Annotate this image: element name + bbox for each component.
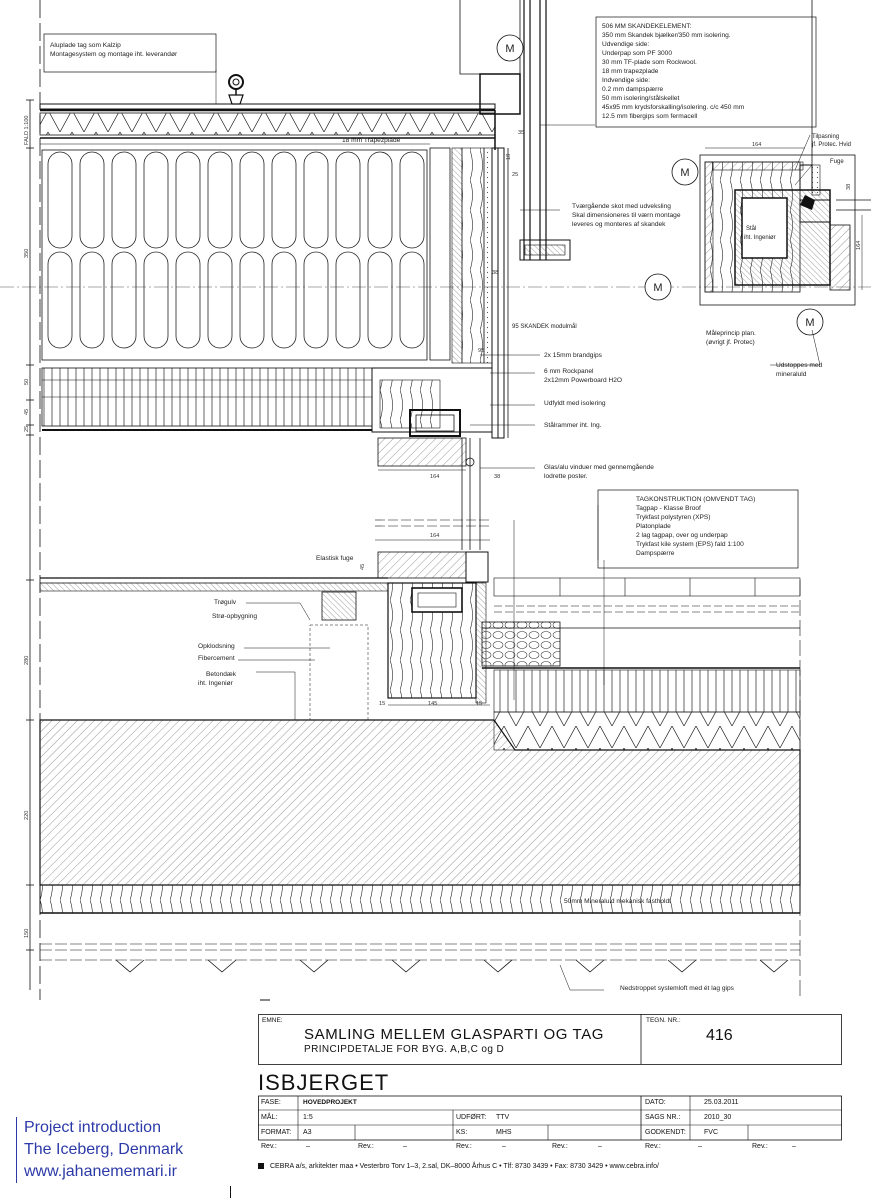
marker-m-label-3: M	[653, 282, 663, 294]
label-tvaergaende-2: Skal dimensioneres til værn montage	[572, 212, 681, 219]
label-brandgips: 2x 15mm brandgips	[544, 352, 602, 359]
title-block	[258, 1014, 842, 1162]
label-glas-alu-1: Glas/alu vinduer med gennemgående	[544, 464, 654, 471]
intro-line-3[interactable]: www.jahanememari.ir	[24, 1163, 177, 1180]
plan-staal-label-2: iht. Ingeniør	[744, 235, 776, 241]
label-glas-alu-2: lodrette poster.	[544, 473, 588, 480]
footer-square-icon	[258, 1163, 264, 1169]
dim-left-50: 50	[24, 378, 30, 385]
drawing-subtitle: PRINCIPDETALJE FOR BYG. A,B,C og D	[304, 1044, 505, 1055]
tag-line-3: Platonplade	[636, 523, 671, 530]
dim-38-b: 38	[494, 474, 501, 480]
window-floor-junction	[40, 496, 800, 750]
label-betondaek-1: Betondæk	[206, 671, 237, 678]
spec-line-10: 12.5 mm fibergips som fermacell	[602, 113, 698, 120]
insulation-pill	[400, 252, 424, 348]
dato-label: DATO:	[645, 1099, 666, 1106]
sags-label: SAGS NR.:	[645, 1114, 681, 1121]
label-nedstroppet: Nedstroppet systemloft med ét lag gips	[620, 985, 734, 992]
dim-left-350: 350	[24, 248, 30, 258]
label-stroe: Strø-opbygning	[212, 613, 258, 620]
ks-value: MHS	[496, 1129, 512, 1136]
format-label: FORMAT:	[261, 1129, 292, 1136]
ceiling-hanger	[576, 960, 604, 972]
rev-value-5: –	[698, 1143, 702, 1150]
dim-38: 38	[492, 270, 499, 276]
rev-label-4: Rev.:	[552, 1143, 568, 1150]
label-fibercement: Fibercement	[198, 655, 235, 662]
insulation-pill	[48, 152, 72, 248]
dim-15: 15	[379, 701, 386, 707]
insulation-pill	[208, 252, 232, 348]
dim-145: 145	[428, 701, 438, 707]
rev-label-2: Rev.:	[358, 1143, 374, 1150]
dim-25: 25	[512, 172, 519, 178]
label-maaleprincip-2: (øvrigt jf. Protec)	[706, 339, 755, 346]
label-rockpanel-2: 2x12mm Powerboard H2O	[544, 377, 623, 384]
label-mineraluld: 50mm Mineraluld mekanisk fastholdt	[564, 898, 672, 905]
label-aluplade-1: Aluplade tag som Kalzip	[50, 42, 121, 49]
insulation-pill	[336, 152, 360, 248]
label-udstoppes-1: Udstoppes med	[776, 362, 823, 369]
ks-label: KS:	[456, 1129, 468, 1136]
dim-plan-38: 38	[846, 183, 852, 190]
spec-line-7: 0.2 mm dampspærre	[602, 86, 664, 93]
rev-value-4: –	[598, 1143, 602, 1150]
format-value: A3	[303, 1129, 312, 1136]
label-troegulv: Trøgulv	[214, 599, 237, 606]
tag-line-6: Dampspærre	[636, 550, 675, 557]
label-opklodsning: Opklodsning	[198, 643, 235, 650]
godkendt-value: FVC	[704, 1129, 718, 1136]
emne-label: EMNE:	[262, 1017, 283, 1024]
udfort-value: TTV	[496, 1114, 510, 1121]
spec-line-5: 18 mm trapezplade	[602, 68, 659, 75]
insulation-pill	[272, 152, 296, 248]
tag-line-0: TAGKONSTRUKTION (OMVENDT TAG)	[636, 496, 756, 503]
tegn-nr-label: TEGN. NR.:	[646, 1017, 681, 1024]
tag-line-4: 2 lag tagpap, over og underpap	[636, 532, 728, 539]
dim-left-25: 25	[24, 425, 30, 432]
label-betondaek-2: iht. Ingeniør	[198, 680, 233, 687]
dato-value: 25.03.2011	[704, 1099, 739, 1106]
insulation-pill	[304, 152, 328, 248]
label-aluplade-2: Montagesystem og montage iht. leverandør	[50, 51, 178, 58]
insulation-pill	[176, 152, 200, 248]
label-skandek-modulmaal: 95 SKANDEK modulmål	[512, 324, 577, 330]
insulation-pill	[208, 152, 232, 248]
dim-left-45: 45	[24, 408, 30, 415]
ceiling-hanger	[116, 960, 144, 972]
plan-staal-label: Stål	[746, 226, 757, 232]
project-name: ISBJERGET	[258, 1070, 390, 1095]
dim-18: 18	[506, 153, 512, 160]
marker-m-label-4: M	[805, 317, 815, 329]
roof-element	[40, 0, 570, 550]
dim-left-150: 150	[24, 928, 30, 938]
maal-value: 1:5	[303, 1114, 313, 1121]
plan-detail	[700, 0, 871, 305]
drawing-title: SAMLING MELLEM GLASPARTI OG TAG	[304, 1026, 605, 1043]
bottom-tick	[230, 1186, 231, 1198]
dim-164-b: 164	[430, 533, 440, 539]
fase-value: HOVEDPROJEKT	[303, 1099, 357, 1106]
sags-value: 2010_30	[704, 1114, 732, 1121]
project-intro	[16, 1117, 214, 1183]
rev-value-6: –	[792, 1143, 796, 1150]
insulation-pill	[144, 152, 168, 248]
label-maaleprincip-1: Måleprincip plan.	[706, 330, 756, 337]
insulation-pill	[240, 152, 264, 248]
label-rockpanel-1: 6 mm Rockpanel	[544, 368, 594, 375]
fase-label: FASE:	[261, 1099, 281, 1106]
tag-line-5: Trykfast kile system (EPS) fald 1:100	[636, 541, 744, 548]
insulation-pill	[304, 252, 328, 348]
rev-value-3: –	[502, 1143, 506, 1150]
rev-value-1: –	[306, 1143, 310, 1150]
rev-label-1: Rev.:	[261, 1143, 277, 1150]
dim-45: 45	[360, 563, 366, 570]
insulation-pill	[240, 252, 264, 348]
udfort-label: UDFØRT:	[456, 1114, 487, 1121]
spec-line-9: 45x95 mm krydsforskalling/isolering. c/c 450 mm	[602, 104, 745, 111]
spec-line-0: 506 MM SKANDEKELEMENT:	[602, 23, 692, 30]
ceiling-hanger	[760, 960, 788, 972]
label-tvaergaende-3: leveres og monteres af skandek	[572, 221, 666, 228]
dim-95: 95	[478, 348, 485, 354]
dim-left-fald: FALD 1:100	[24, 115, 30, 145]
rev-label-5: Rev.:	[645, 1143, 661, 1150]
insulation-pill	[368, 252, 392, 348]
label-fuge: Fuge	[830, 159, 844, 165]
spec-line-6: Indvendige side:	[602, 77, 651, 84]
rev-label-6: Rev.:	[752, 1143, 768, 1150]
insulation-pill	[176, 252, 200, 348]
spec-line-3: Underpap som PF 3000	[602, 50, 673, 57]
label-tvaergaende-1: Tværgående skot med udveksling	[572, 203, 671, 210]
intro-line-1: Project introduction	[24, 1119, 161, 1136]
ceiling-hanger	[392, 960, 420, 972]
insulation-pill	[80, 252, 104, 348]
dim-left-220: 220	[24, 810, 30, 820]
dim-15-b: 15	[476, 701, 483, 707]
dim-164: 164	[430, 474, 440, 480]
label-elastisk-fuge: Elastisk fuge	[316, 555, 354, 562]
dim-left-280: 280	[24, 655, 30, 665]
maal-label: MÅL:	[261, 1114, 278, 1121]
godkendt-label: GODKENDT:	[645, 1129, 686, 1136]
insulation-pill	[336, 252, 360, 348]
dim-plan-164: 164	[752, 142, 762, 148]
tag-line-1: Tagpap - Klasse Broof	[636, 505, 701, 512]
spec-line-2: Udvendige side:	[602, 41, 650, 48]
tegn-nr-value: 416	[706, 1027, 733, 1044]
spec-line-4: 30 mm TF-plade som Rockwool.	[602, 59, 697, 66]
left-dimension-labels	[24, 115, 30, 938]
left-dimension-axis	[26, 0, 40, 1000]
footer-text: CEBRA a/s, arkitekter maa • Vesterbro Torv 1–3, 2.sal, DK–8000 Århus C • Tlf: 8730 3439 • Fax: 8730 3429 • www.cebra.info/	[270, 1163, 659, 1170]
label-udstoppes-2: mineraluld	[776, 371, 807, 378]
tag-line-2: Trykfast polystyren (XPS)	[636, 514, 711, 521]
label-tilpasning-1: Tilpasning	[812, 134, 840, 140]
marker-m-label-1: M	[505, 43, 515, 55]
intro-line-2: The Iceberg, Denmark	[24, 1141, 184, 1158]
insulation-pill	[272, 252, 296, 348]
label-trapezplade: 18 mm Trapezplade	[342, 137, 401, 144]
ceiling-hanger	[668, 960, 696, 972]
insulation-pill	[400, 152, 424, 248]
insulation-pill	[48, 252, 72, 348]
label-udfyldt: Udfyldt med isolering	[544, 400, 606, 407]
label-staalrammer: Stålrammer iht. Ing.	[544, 422, 602, 429]
ceiling-hanger	[484, 960, 512, 972]
insulation-pill	[368, 152, 392, 248]
marker-m-label-2: M	[680, 167, 690, 179]
dim-35: 35	[518, 130, 525, 136]
ceiling-hanger	[300, 960, 328, 972]
insulation-pill	[112, 152, 136, 248]
insulation-pill	[112, 252, 136, 348]
rev-value-2: –	[403, 1143, 407, 1150]
ceiling-hanger	[208, 960, 236, 972]
rev-label-3: Rev.:	[456, 1143, 472, 1150]
label-tilpasning-2: jf. Protec. Hvid	[812, 142, 852, 148]
footer-line	[258, 1163, 858, 1170]
dim-plan-164-vertical: 164	[856, 240, 862, 250]
insulation-pill	[144, 252, 168, 348]
kalzip-clip-icon	[229, 75, 243, 89]
spec-line-8: 50 mm isolering/stålskellet	[602, 95, 680, 102]
spec-line-1: 350 mm Skandek bjælker/350 mm isolering.	[602, 32, 731, 39]
insulation-pill	[80, 152, 104, 248]
